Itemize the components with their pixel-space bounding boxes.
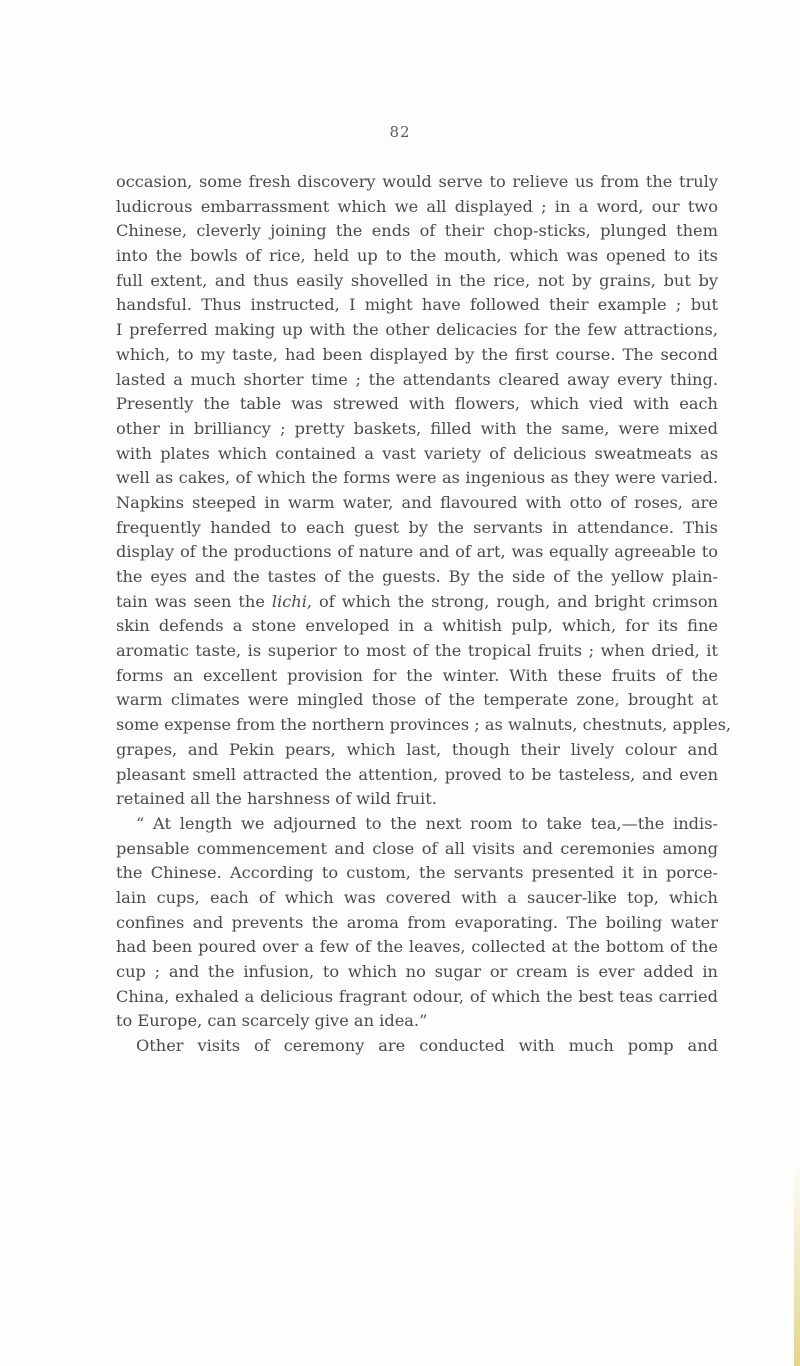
- text-line: Other visits of ceremony are conducted with much pomp and: [136, 1036, 718, 1056]
- text-line: handsful. Thus instructed, I might have followed their example ; but: [116, 295, 718, 315]
- text-line: other in brilliancy ; pretty baskets, filled with the same, were mixed: [116, 418, 718, 438]
- text-line: lasted a much shorter time ; the attendants cleared away every thing.: [116, 369, 718, 389]
- text-line: to Europe, can scarcely give an idea.”: [116, 1011, 428, 1031]
- text-line: some expense from the northern provinces ; as walnuts, chestnuts, apples,: [116, 715, 732, 735]
- text-line: China, exhaled a delicious fragrant odour, of which the best teas carried: [116, 986, 718, 1006]
- text-line: cup ; and the infusion, to which no sugar or cream is ever added in: [116, 962, 718, 981]
- text-line: pensable commencement and close of all visits and ceremonies among: [116, 838, 718, 858]
- text-line: ludicrous embarrassment which we all displayed ; in a word, our two: [116, 196, 718, 216]
- text-line-with-italic: [116, 590, 718, 615]
- text-line: the eyes and the tastes of the guests. By the side of the yellow plain-: [116, 567, 718, 586]
- text-line: grapes, and Pekin pears, which last, though their lively colour and: [116, 739, 718, 759]
- text-line: which, to my taste, had been displayed by the first course. The second: [116, 344, 718, 364]
- body-text: [116, 170, 732, 1059]
- text-line: into the bowls of rice, held up to the mouth, which was opened to its: [116, 246, 718, 266]
- text-line: skin defends a stone enveloped in a whitish pulp, which, for its fine: [116, 616, 718, 636]
- text-line: pleasant smell attracted the attention, proved to be tasteless, and even: [116, 764, 718, 784]
- text-line: forms an excellent provision for the winter. With these fruits of the: [116, 665, 718, 685]
- text-line: frequently handed to each guest by the servants in attendance. This: [116, 517, 718, 537]
- text-line: occasion, some fresh discovery would serve to relieve us from the truly: [116, 172, 718, 191]
- text-line: full extent, and thus easily shovelled in the rice, not by grains, but by: [116, 270, 718, 290]
- text-line: Chinese, cleverly joining the ends of their chop-sticks, plunged them: [116, 221, 718, 241]
- italic-word-lichi: lichi: [271, 591, 307, 611]
- text-line: Presently the table was strewed with flowers, which vied with each: [116, 394, 718, 414]
- text-line: warm climates were mingled those of the temperate zone, brought at: [116, 690, 718, 710]
- text-line: I preferred making up with the other delicacies for the few attractions,: [116, 320, 718, 340]
- text-line: display of the productions of nature and of art, was equally agreeable to: [116, 542, 718, 562]
- line-text-before: tain was seen the: [116, 591, 272, 611]
- text-line: well as cakes, of which the forms were as ingenious as they were varied.: [116, 468, 718, 488]
- text-line: with plates which contained a vast variety of delicious sweatmeats as: [116, 443, 718, 463]
- text-line: “ At length we adjourned to the next room to take tea,—the indis-: [136, 813, 718, 833]
- text-line: aromatic taste, is superior to most of the tropical fruits ; when dried, it: [116, 641, 718, 661]
- text-line: the Chinese. According to custom, the servants presented it in porce-: [116, 863, 718, 883]
- text-line: had been poured over a few of the leaves, collected at the bottom of the: [116, 937, 718, 957]
- text-line: retained all the harshness of wild fruit.: [116, 789, 437, 809]
- text-line: Napkins steeped in warm water, and flavoured with otto of roses, are: [116, 492, 718, 512]
- text-line: lain cups, each of which was covered with a saucer-like top, which: [116, 887, 718, 907]
- page-number: 82: [389, 123, 411, 141]
- text-line: confines and prevents the aroma from evaporating. The boiling water: [116, 912, 718, 932]
- page-edge-stain: [794, 1160, 800, 1366]
- line-text-after: , of which the strong, rough, and bright crimson: [306, 591, 718, 611]
